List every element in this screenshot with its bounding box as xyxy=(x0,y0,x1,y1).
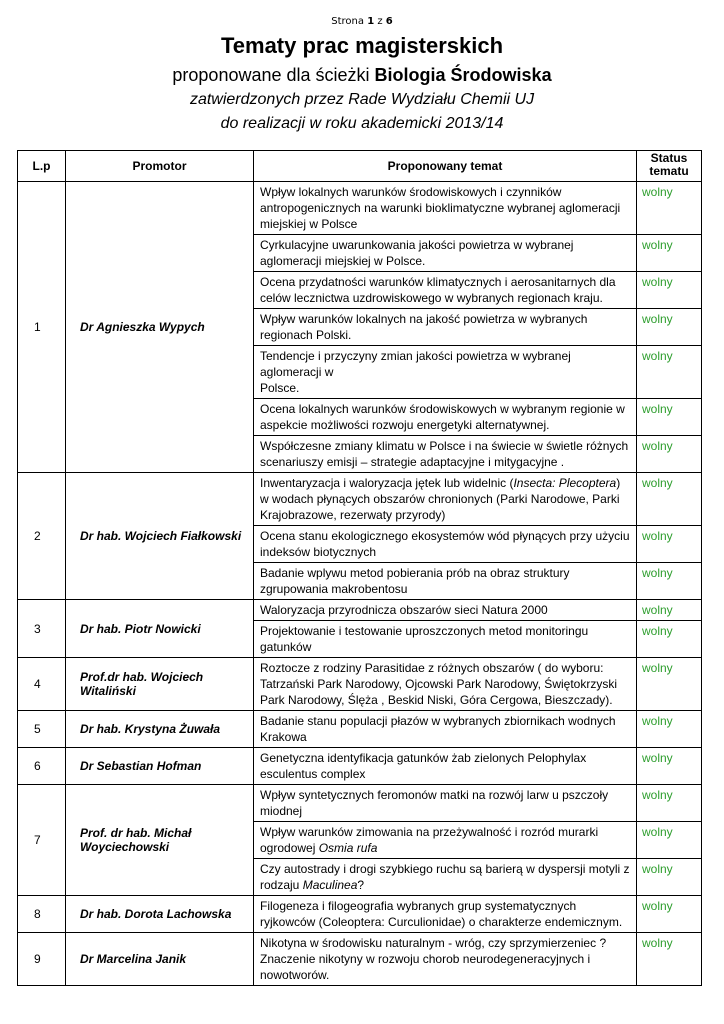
row-number: 4 xyxy=(18,658,66,711)
row-number: 3 xyxy=(18,600,66,658)
table-body xyxy=(18,182,702,986)
table-row xyxy=(18,785,702,822)
row-number: 2 xyxy=(18,473,66,600)
status-badge: wolny xyxy=(637,473,702,526)
topic-part: Wpływ warunków lokalnych na jakość powietrza w wybranych regionach Polski. xyxy=(260,312,588,342)
topic-text xyxy=(254,346,637,399)
topic-text xyxy=(254,563,637,600)
table-row xyxy=(18,473,702,526)
status-badge: wolny xyxy=(637,748,702,785)
topic-text xyxy=(254,896,637,933)
status-badge: wolny xyxy=(637,563,702,600)
status-badge: wolny xyxy=(637,785,702,822)
table-row xyxy=(18,933,702,986)
topic-text xyxy=(254,272,637,309)
topic-text xyxy=(254,785,637,822)
row-number: 5 xyxy=(18,711,66,748)
topic-part: Cyrkulacyjne uwarunkowania jakości powietrza w wybranej aglomeracji miejskiej w Polsce. xyxy=(260,238,574,268)
promotor-name: Dr hab. Piotr Nowicki xyxy=(66,600,254,658)
topic-text xyxy=(254,399,637,436)
topic-text xyxy=(254,711,637,748)
status-badge: wolny xyxy=(637,711,702,748)
topic-text xyxy=(254,822,637,859)
topic-part: Wpływ lokalnych warunków środowiskowych i czynników antropogenicznych na warunki bioklimatyczne wybranej aglomeracji miejskiej w Polsce xyxy=(260,185,621,231)
topic-part: ) w wodach płynących obszarów chronionych (Parki Narodowe, Parki Krajobrazowe, rezerwaty przyrody) xyxy=(260,476,621,522)
topic-part: Współczesne zmiany klimatu w Polsce i na świecie w świetle różnych scenariuszy emisji – strategie adaptacyjne i mitygacyjne . xyxy=(260,439,629,469)
topic-part: Nikotyna w środowisku naturalnym - wróg, czy sprzymierzeniec ? xyxy=(260,936,607,950)
table-row xyxy=(18,748,702,785)
academic-year-line: do realizacji w roku akademicki 2013/14 xyxy=(220,115,504,132)
column-header-lp: L.p xyxy=(18,151,66,182)
row-number: 8 xyxy=(18,896,66,933)
promotor-name: Prof.dr hab. Wojciech Witaliński xyxy=(66,658,254,711)
status-badge: wolny xyxy=(637,896,702,933)
promotor-name: Dr Agnieszka Wypych xyxy=(66,182,254,473)
promotor-name: Dr hab. Wojciech Fiałkowski xyxy=(66,473,254,600)
topic-text xyxy=(254,600,637,621)
table-row xyxy=(18,600,702,621)
table-row xyxy=(18,896,702,933)
topic-text xyxy=(254,182,637,235)
row-number: 6 xyxy=(18,748,66,785)
topic-part: Wpływ syntetycznych feromonów matki na rozwój larw u pszczoły miodnej xyxy=(260,788,609,818)
row-number: 9 xyxy=(18,933,66,986)
topic-part: Ocena stanu ekologicznego ekosystemów wód płynących przy użyciu indeksów biotycznych xyxy=(260,529,630,559)
topic-part: Genetyczna identyfikacja gatunków żab zielonych Pelophylax esculentus complex xyxy=(260,751,587,781)
status-badge: wolny xyxy=(637,621,702,658)
topic-text xyxy=(254,235,637,272)
topic-text xyxy=(254,658,637,711)
topic-part: Badanie wplywu metod pobierania prób na obraz struktury zgrupowania makrobentosu xyxy=(260,566,570,596)
promotor-name: Prof. dr hab. Michał Woyciechowski xyxy=(66,785,254,896)
topic-part: Czy autostrady i drogi szybkiego ruchu są barierą w dyspersji motyli z rodzaju xyxy=(260,862,630,892)
column-header-topic: Proponowany temat xyxy=(254,151,637,182)
status-badge: wolny xyxy=(637,526,702,563)
status-badge: wolny xyxy=(637,346,702,399)
document-title: Tematy prac magisterskich xyxy=(220,33,504,58)
table-row xyxy=(18,658,702,711)
topic-part: Ocena lokalnych warunków środowiskowych w wybranym regionie w aspekcie możliwości rozwoju energetyki alternatywnej. xyxy=(260,402,625,432)
topics-table xyxy=(17,150,702,986)
status-badge: wolny xyxy=(637,822,702,859)
topic-text xyxy=(254,473,637,526)
topic-text xyxy=(254,526,637,563)
status-badge: wolny xyxy=(637,658,702,711)
page-sep: z xyxy=(377,16,383,27)
topic-text xyxy=(254,309,637,346)
topic-text xyxy=(254,933,637,986)
topic-part: Badanie stanu populacji płazów w wybranych zbiornikach wodnych Krakowa xyxy=(260,714,616,744)
table-row xyxy=(18,711,702,748)
topic-part: ? xyxy=(357,878,365,892)
promotor-name: Dr hab. Dorota Lachowska xyxy=(66,896,254,933)
status-badge: wolny xyxy=(637,933,702,986)
topic-part: Tendencje i przyczyny zmian jakości powietrza w wybranej aglomeracji w xyxy=(260,349,571,379)
topic-part: Znaczenie nikotyny w rozwoju chorob neurodegeneracyjnych i nowotworów. xyxy=(260,952,591,982)
topic-part: Roztocze z rodziny Parasitidae z różnych obszarów ( do wyboru: Tatrzański Park Narodowy, Ojcowski Park Narodowy, Świętokrzyski Park Narodowy, Ślęża , Beskid Niski, Góra Cergowa, Bieszczady). xyxy=(260,661,617,707)
topic-part: Ocena przydatności warunków klimatycznych i aerosanitarnych dla celów lecznictwa uzdrowiskowego w wybranych regionach kraju. xyxy=(260,275,616,305)
status-badge: wolny xyxy=(637,399,702,436)
topic-italic-part: Insecta: Plecoptera xyxy=(513,476,617,490)
topic-part: Waloryzacja przyrodnicza obszarów sieci Natura 2000 xyxy=(260,603,548,617)
topic-part: Wpływ warunków zimowania na przeżywalność i rozród murarki ogrodowej xyxy=(260,825,599,855)
status-badge: wolny xyxy=(637,309,702,346)
status-badge: wolny xyxy=(637,182,702,235)
subtitle-bold: Biologia Środowiska xyxy=(374,65,552,85)
topic-italic-part: Maculinea xyxy=(302,878,358,892)
topic-italic-part: Osmia rufa xyxy=(318,841,378,855)
page-prefix: Strona xyxy=(331,16,364,27)
status-badge: wolny xyxy=(637,436,702,473)
topic-part: Projektowanie i testowanie uproszczonych metod monitoringu gatunków xyxy=(260,624,589,654)
row-number: 7 xyxy=(18,785,66,896)
promotor-name: Dr Sebastian Hofman xyxy=(66,748,254,785)
topic-text xyxy=(254,621,637,658)
status-badge: wolny xyxy=(637,600,702,621)
status-badge: wolny xyxy=(637,272,702,309)
column-header-promotor: Promotor xyxy=(66,151,254,182)
row-number: 1 xyxy=(18,182,66,473)
column-header-status: Status tematu xyxy=(637,151,702,182)
promotor-name: Dr Marcelina Janik xyxy=(66,933,254,986)
topic-text xyxy=(254,748,637,785)
approval-line: zatwierdzonych przez Rade Wydziału Chemii UJ xyxy=(189,91,535,108)
page-total: 6 xyxy=(385,16,393,27)
page-current: 1 xyxy=(367,16,375,27)
status-badge: wolny xyxy=(637,235,702,272)
page-number xyxy=(0,16,724,27)
table-row xyxy=(18,182,702,235)
status-badge: wolny xyxy=(637,859,702,896)
promotor-name: Dr hab. Krystyna Żuwała xyxy=(66,711,254,748)
topic-part: Inwentaryzacja i waloryzacja jętek lub widelnic ( xyxy=(260,476,514,490)
topic-text xyxy=(254,436,637,473)
topic-text xyxy=(254,859,637,896)
table-header-row xyxy=(18,151,702,182)
document-subtitle xyxy=(0,65,724,86)
topic-part: Filogeneza i filogeografia wybranych grup systematycznych ryjkowców (Coleoptera: Curculionidae) o charakterze endemicznym. xyxy=(260,899,623,929)
topic-part: Polsce. xyxy=(260,381,300,395)
subtitle-prefix: proponowane dla ścieżki xyxy=(172,65,370,85)
